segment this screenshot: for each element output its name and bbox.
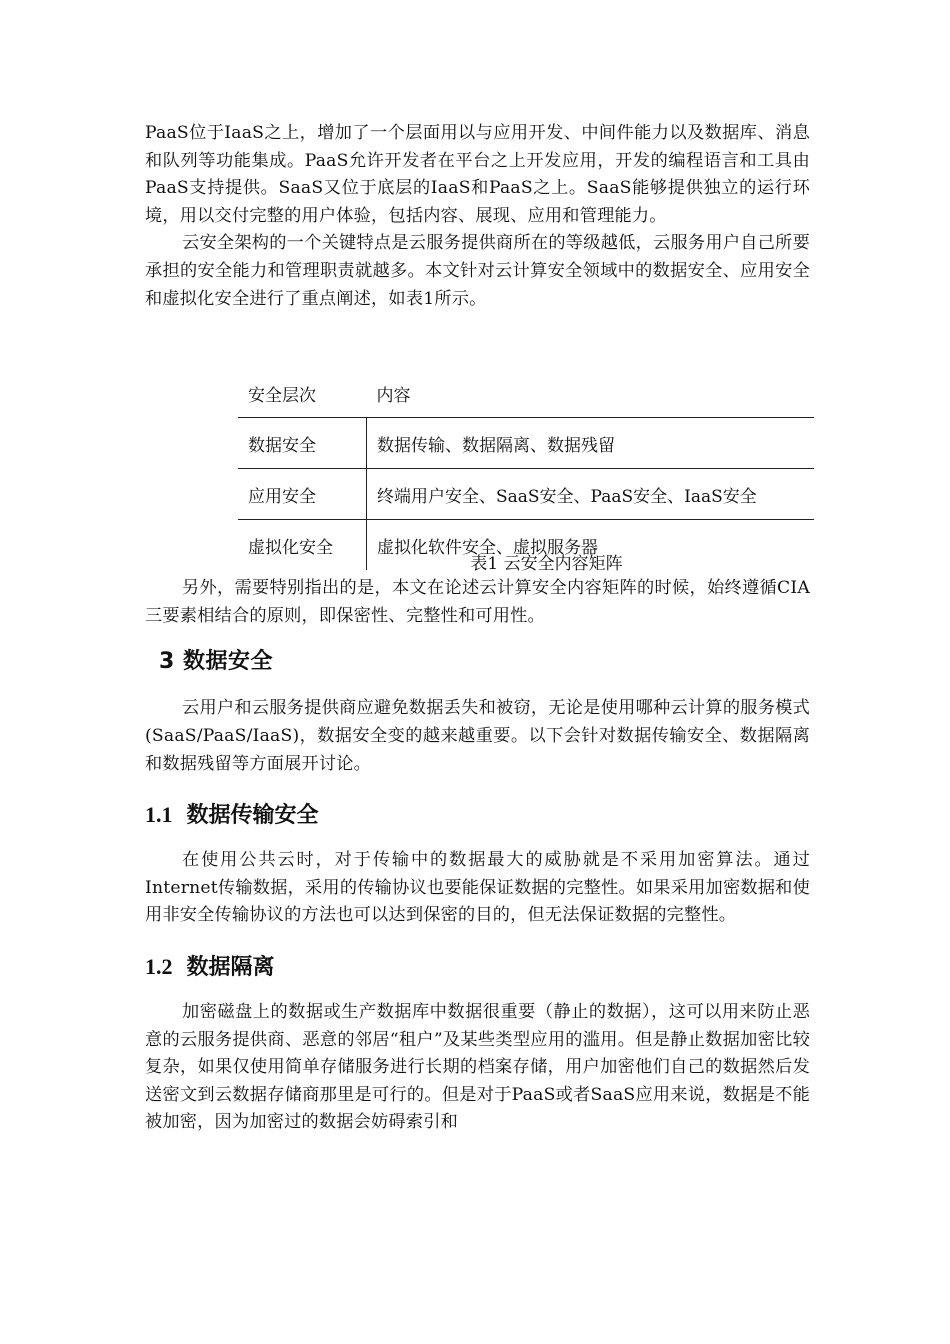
table-row: [238, 520, 814, 571]
document-page: [145, 120, 810, 1137]
table-cell: 虚拟化安全: [238, 520, 367, 571]
table-row: [238, 469, 814, 520]
paragraph-data-security-intro: 云用户和云服务提供商应避免数据丢失和被窃，无论是使用哪种云计算的服务模式(SaaS/PaaS/IaaS)，数据安全变的越来越重要。以下会针对数据传输安全、数据隔离和数据残留等方面展开讨论。: [145, 698, 810, 774]
security-matrix-block: [145, 369, 810, 558]
table-cell: 虚拟化软件安全、虚拟服务器: [367, 520, 815, 571]
table-cell: 终端用户安全、SaaS安全、PaaS安全、IaaS安全: [367, 469, 815, 520]
section-heading-data-security: 3 数据安全: [159, 649, 273, 675]
security-matrix-table: [238, 369, 814, 570]
table-cell: 数据安全: [238, 418, 367, 469]
paragraph-data-isolation: 加密磁盘上的数据或生产数据库中数据很重要（静止的数据），这可以用来防止恶意的云服务提供商、恶意的邻居“租户”及某些类型应用的滥用。但是静止数据加密比较复杂，如果仅使用简单存储服务进行长期的档案存储，用户加密他们自己的数据然后发送密文到云数据存储商那里是可行的。但是对于PaaS或者SaaS应用来说，数据是不能被加密，因为加密过的数据会妨碍索引和: [145, 1001, 810, 1133]
table-cell: 应用安全: [238, 469, 367, 520]
table-header-cell: 安全层次: [248, 385, 316, 406]
paragraph-data-transfer: 在使用公共云时，对于传输中的数据最大的威胁就是不采用加密算法。通过Internet传输数据，采用的传输协议也要能保证数据的完整性。如果采用加密数据和使用非安全传输协议的方法也可以达到保密的目的，但无法保证数据的完整性。: [145, 850, 810, 926]
paragraph-paas: PaaS位于IaaS之上，增加了一个层面用以与应用开发、中间件能力以及数据库、消息和队列等功能集成。PaaS允许开发者在平台之上开发应用，开发的编程语言和工具由PaaS支持提供。SaaS又位于底层的IaaS和PaaS之上。SaaS能够提供独立的运行环境，用以交付完整的用户体验，包括内容、展现、应用和管理能力。: [145, 123, 810, 226]
subsection-heading-data-isolation: [145, 950, 810, 981]
table-header-cell: 内容: [376, 385, 411, 406]
table-cell: 数据传输、数据隔离、数据残留: [367, 418, 815, 469]
subsection-number: 1.1: [145, 802, 173, 828]
table-header-row: [238, 369, 814, 418]
table-caption: 表1 云安全内容矩阵: [470, 554, 623, 575]
paragraph-cloud-security-architecture: 云安全架构的一个关键特点是云服务提供商所在的等级越低，云服务用户自己所要承担的安全能力和管理职责就越多。本文针对云计算安全领域中的数据安全、应用安全和虚拟化安全进行了重点阐述，如表1所示。: [145, 233, 810, 309]
subsection-title: 数据隔离: [186, 954, 275, 980]
subsection-heading-data-transfer: [145, 798, 810, 829]
paragraph-cia-principle: 另外，需要特别指出的是，本文在论述云计算安全内容矩阵的时候，始终遵循CIA三要素相结合的原则，即保密性、完整性和可用性。: [145, 578, 810, 626]
subsection-title: 数据传输安全: [186, 803, 319, 829]
subsection-number: 1.2: [145, 953, 173, 979]
table-row: [238, 418, 814, 469]
